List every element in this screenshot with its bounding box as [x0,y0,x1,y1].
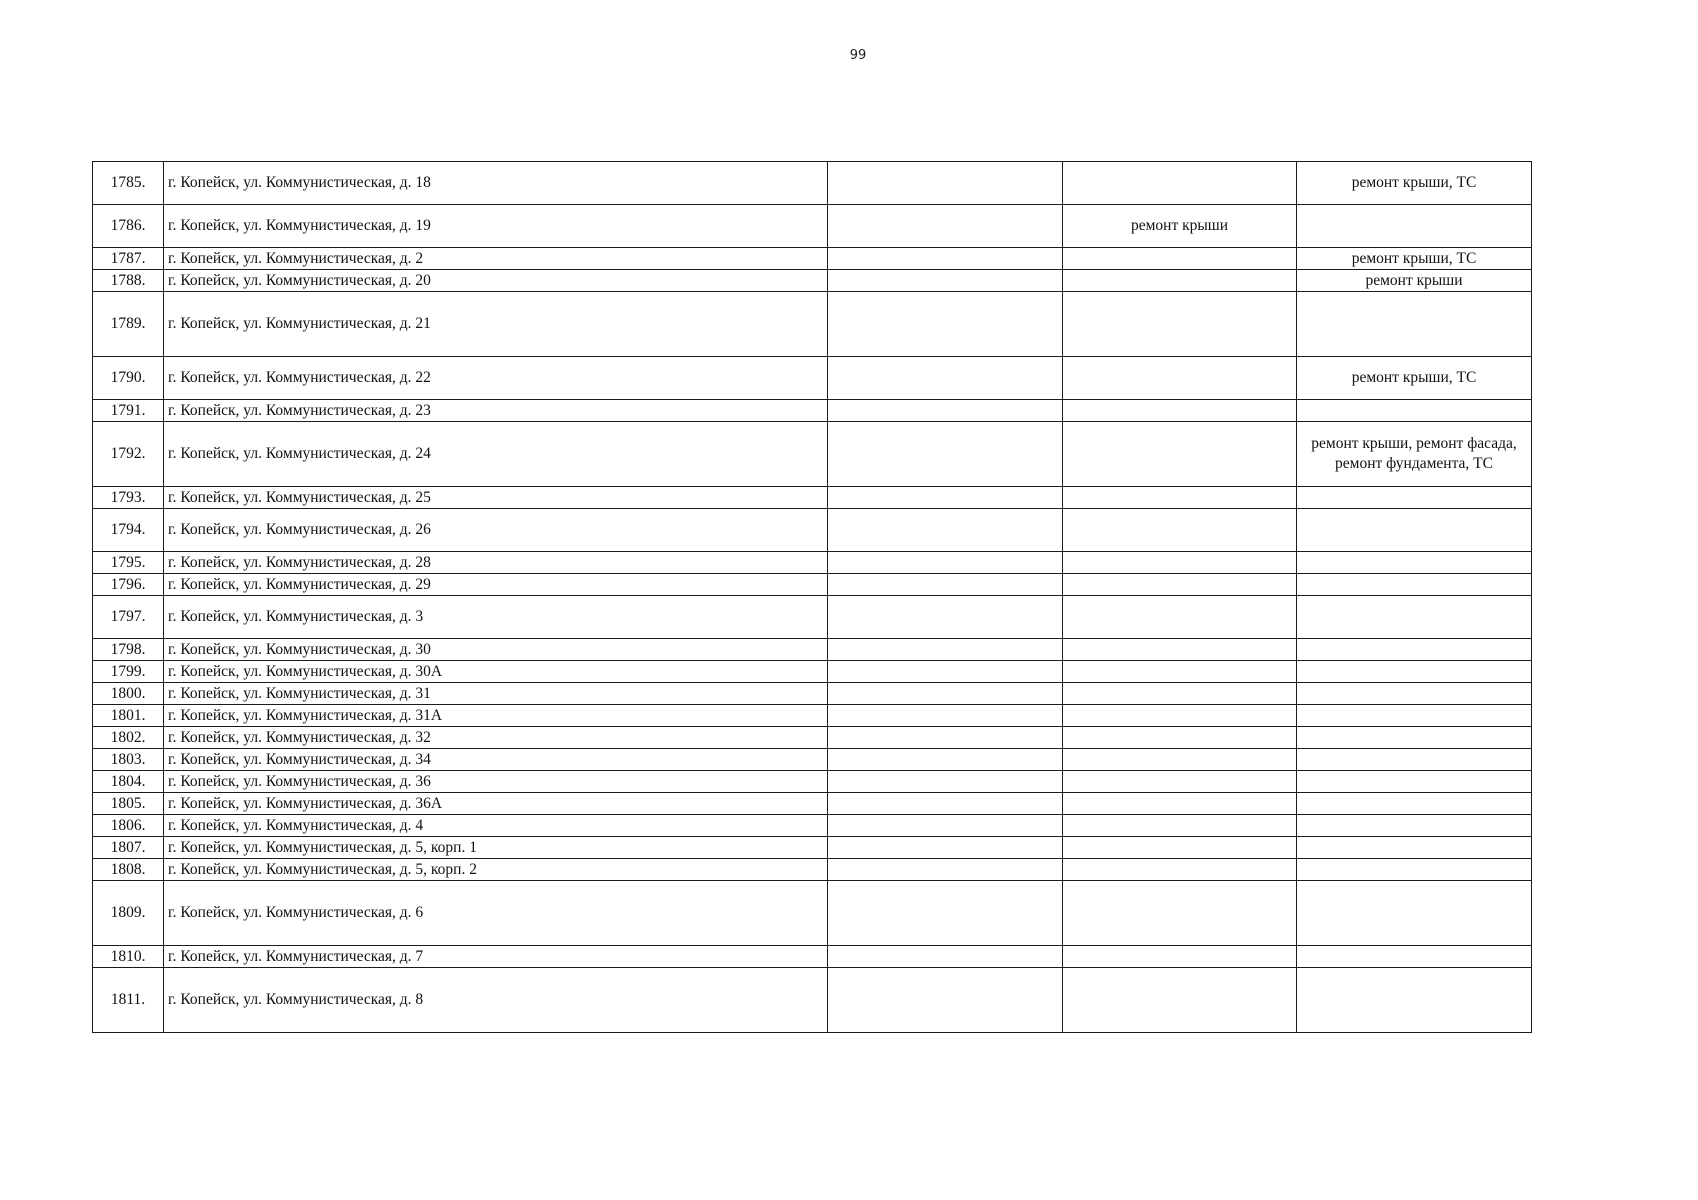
works-cell [1297,552,1532,574]
col4-cell [1063,946,1297,968]
works-cell [1297,509,1532,552]
col4-cell [1063,683,1297,705]
col4-cell [1063,815,1297,837]
col3-cell [828,422,1063,487]
table-row [93,683,1532,705]
col4-cell [1063,270,1297,292]
col4-cell [1063,357,1297,400]
col4-cell [1063,661,1297,683]
col4-cell [1063,705,1297,727]
address-cell: г. Копейск, ул. Коммунистическая, д. 5, корп. 2 [164,859,828,881]
row-number: 1786. [93,205,164,248]
table-row [93,574,1532,596]
works-cell [1297,292,1532,357]
address-cell: г. Копейск, ул. Коммунистическая, д. 3 [164,596,828,639]
register-table-wrapper [92,161,1531,1033]
col3-cell [828,400,1063,422]
row-number: 1792. [93,422,164,487]
table-row [93,487,1532,509]
works-cell: ремонт крыши [1297,270,1532,292]
works-cell [1297,837,1532,859]
row-number: 1808. [93,859,164,881]
col3-cell [828,509,1063,552]
works-cell: ремонт крыши, ТС [1297,248,1532,270]
row-number: 1800. [93,683,164,705]
address-cell: г. Копейск, ул. Коммунистическая, д. 22 [164,357,828,400]
col4-cell [1063,837,1297,859]
row-number: 1795. [93,552,164,574]
row-number: 1796. [93,574,164,596]
works-cell [1297,683,1532,705]
row-number: 1802. [93,727,164,749]
table-row [93,793,1532,815]
works-cell [1297,727,1532,749]
address-cell: г. Копейск, ул. Коммунистическая, д. 21 [164,292,828,357]
col3-cell [828,749,1063,771]
col3-cell [828,487,1063,509]
col3-cell [828,292,1063,357]
col4-cell [1063,968,1297,1033]
col4-cell [1063,162,1297,205]
row-number: 1799. [93,661,164,683]
col3-cell [828,771,1063,793]
table-row [93,248,1532,270]
row-number: 1805. [93,793,164,815]
col3-cell [828,639,1063,661]
address-cell: г. Копейск, ул. Коммунистическая, д. 31А [164,705,828,727]
col3-cell [828,946,1063,968]
address-cell: г. Копейск, ул. Коммунистическая, д. 31 [164,683,828,705]
col4-cell [1063,552,1297,574]
row-number: 1797. [93,596,164,639]
table-row [93,749,1532,771]
row-number: 1810. [93,946,164,968]
row-number: 1788. [93,270,164,292]
col3-cell [828,968,1063,1033]
address-cell: г. Копейск, ул. Коммунистическая, д. 32 [164,727,828,749]
table-row [93,859,1532,881]
works-cell: ремонт крыши, ремонт фасада, ремонт фундамента, ТС [1297,422,1532,487]
row-number: 1791. [93,400,164,422]
col4-cell [1063,727,1297,749]
address-cell: г. Копейск, ул. Коммунистическая, д. 18 [164,162,828,205]
table-row [93,771,1532,793]
col4-cell [1063,509,1297,552]
col4-cell [1063,793,1297,815]
address-cell: г. Копейск, ул. Коммунистическая, д. 20 [164,270,828,292]
col4-cell: ремонт крыши [1063,205,1297,248]
address-cell: г. Копейск, ул. Коммунистическая, д. 7 [164,946,828,968]
table-row [93,946,1532,968]
address-cell: г. Копейск, ул. Коммунистическая, д. 30А [164,661,828,683]
col3-cell [828,793,1063,815]
table-row [93,162,1532,205]
col4-cell [1063,487,1297,509]
col4-cell [1063,400,1297,422]
col3-cell [828,727,1063,749]
table-row [93,552,1532,574]
address-cell: г. Копейск, ул. Коммунистическая, д. 36А [164,793,828,815]
col3-cell [828,574,1063,596]
works-cell: ремонт крыши, ТС [1297,357,1532,400]
address-cell: г. Копейск, ул. Коммунистическая, д. 28 [164,552,828,574]
row-number: 1785. [93,162,164,205]
table-row [93,509,1532,552]
col4-cell [1063,248,1297,270]
address-cell: г. Копейск, ул. Коммунистическая, д. 4 [164,815,828,837]
table-row [93,968,1532,1033]
col4-cell [1063,859,1297,881]
row-number: 1809. [93,881,164,946]
col4-cell [1063,639,1297,661]
col3-cell [828,859,1063,881]
col4-cell [1063,596,1297,639]
works-cell [1297,639,1532,661]
works-cell [1297,661,1532,683]
register-table [92,161,1532,1033]
address-cell: г. Копейск, ул. Коммунистическая, д. 34 [164,749,828,771]
col3-cell [828,248,1063,270]
works-cell [1297,881,1532,946]
works-cell [1297,968,1532,1033]
col4-cell [1063,771,1297,793]
address-cell: г. Копейск, ул. Коммунистическая, д. 19 [164,205,828,248]
col4-cell [1063,422,1297,487]
table-row [93,596,1532,639]
works-cell [1297,749,1532,771]
row-number: 1794. [93,509,164,552]
address-cell: г. Копейск, ул. Коммунистическая, д. 25 [164,487,828,509]
works-cell [1297,596,1532,639]
table-row [93,400,1532,422]
address-cell: г. Копейск, ул. Коммунистическая, д. 26 [164,509,828,552]
col3-cell [828,815,1063,837]
works-cell: ремонт крыши, ТС [1297,162,1532,205]
address-cell: г. Копейск, ул. Коммунистическая, д. 30 [164,639,828,661]
page-number: 99 [849,48,867,63]
row-number: 1807. [93,837,164,859]
row-number: 1806. [93,815,164,837]
col3-cell [828,205,1063,248]
col3-cell [828,683,1063,705]
col3-cell [828,162,1063,205]
col3-cell [828,881,1063,946]
table-row [93,292,1532,357]
table-row [93,422,1532,487]
works-cell [1297,574,1532,596]
col3-cell [828,661,1063,683]
row-number: 1787. [93,248,164,270]
table-row [93,661,1532,683]
row-number: 1803. [93,749,164,771]
col3-cell [828,357,1063,400]
col4-cell [1063,749,1297,771]
table-row [93,205,1532,248]
address-cell: г. Копейск, ул. Коммунистическая, д. 24 [164,422,828,487]
works-cell [1297,793,1532,815]
table-row [93,270,1532,292]
col4-cell [1063,574,1297,596]
table-row [93,881,1532,946]
table-row [93,837,1532,859]
table-row [93,727,1532,749]
col3-cell [828,705,1063,727]
row-number: 1793. [93,487,164,509]
works-cell [1297,400,1532,422]
works-cell [1297,205,1532,248]
table-row [93,705,1532,727]
row-number: 1789. [93,292,164,357]
col3-cell [828,837,1063,859]
works-cell [1297,705,1532,727]
works-cell [1297,946,1532,968]
address-cell: г. Копейск, ул. Коммунистическая, д. 29 [164,574,828,596]
col3-cell [828,596,1063,639]
row-number: 1804. [93,771,164,793]
works-cell [1297,771,1532,793]
address-cell: г. Копейск, ул. Коммунистическая, д. 2 [164,248,828,270]
table-row [93,815,1532,837]
works-cell [1297,859,1532,881]
table-row [93,639,1532,661]
row-number: 1790. [93,357,164,400]
row-number: 1798. [93,639,164,661]
row-number: 1801. [93,705,164,727]
col3-cell [828,270,1063,292]
col3-cell [828,552,1063,574]
address-cell: г. Копейск, ул. Коммунистическая, д. 36 [164,771,828,793]
col4-cell [1063,881,1297,946]
row-number: 1811. [93,968,164,1033]
table-row [93,357,1532,400]
address-cell: г. Копейск, ул. Коммунистическая, д. 5, корп. 1 [164,837,828,859]
address-cell: г. Копейск, ул. Коммунистическая, д. 8 [164,968,828,1033]
works-cell [1297,487,1532,509]
address-cell: г. Копейск, ул. Коммунистическая, д. 6 [164,881,828,946]
address-cell: г. Копейск, ул. Коммунистическая, д. 23 [164,400,828,422]
works-cell [1297,815,1532,837]
col4-cell [1063,292,1297,357]
